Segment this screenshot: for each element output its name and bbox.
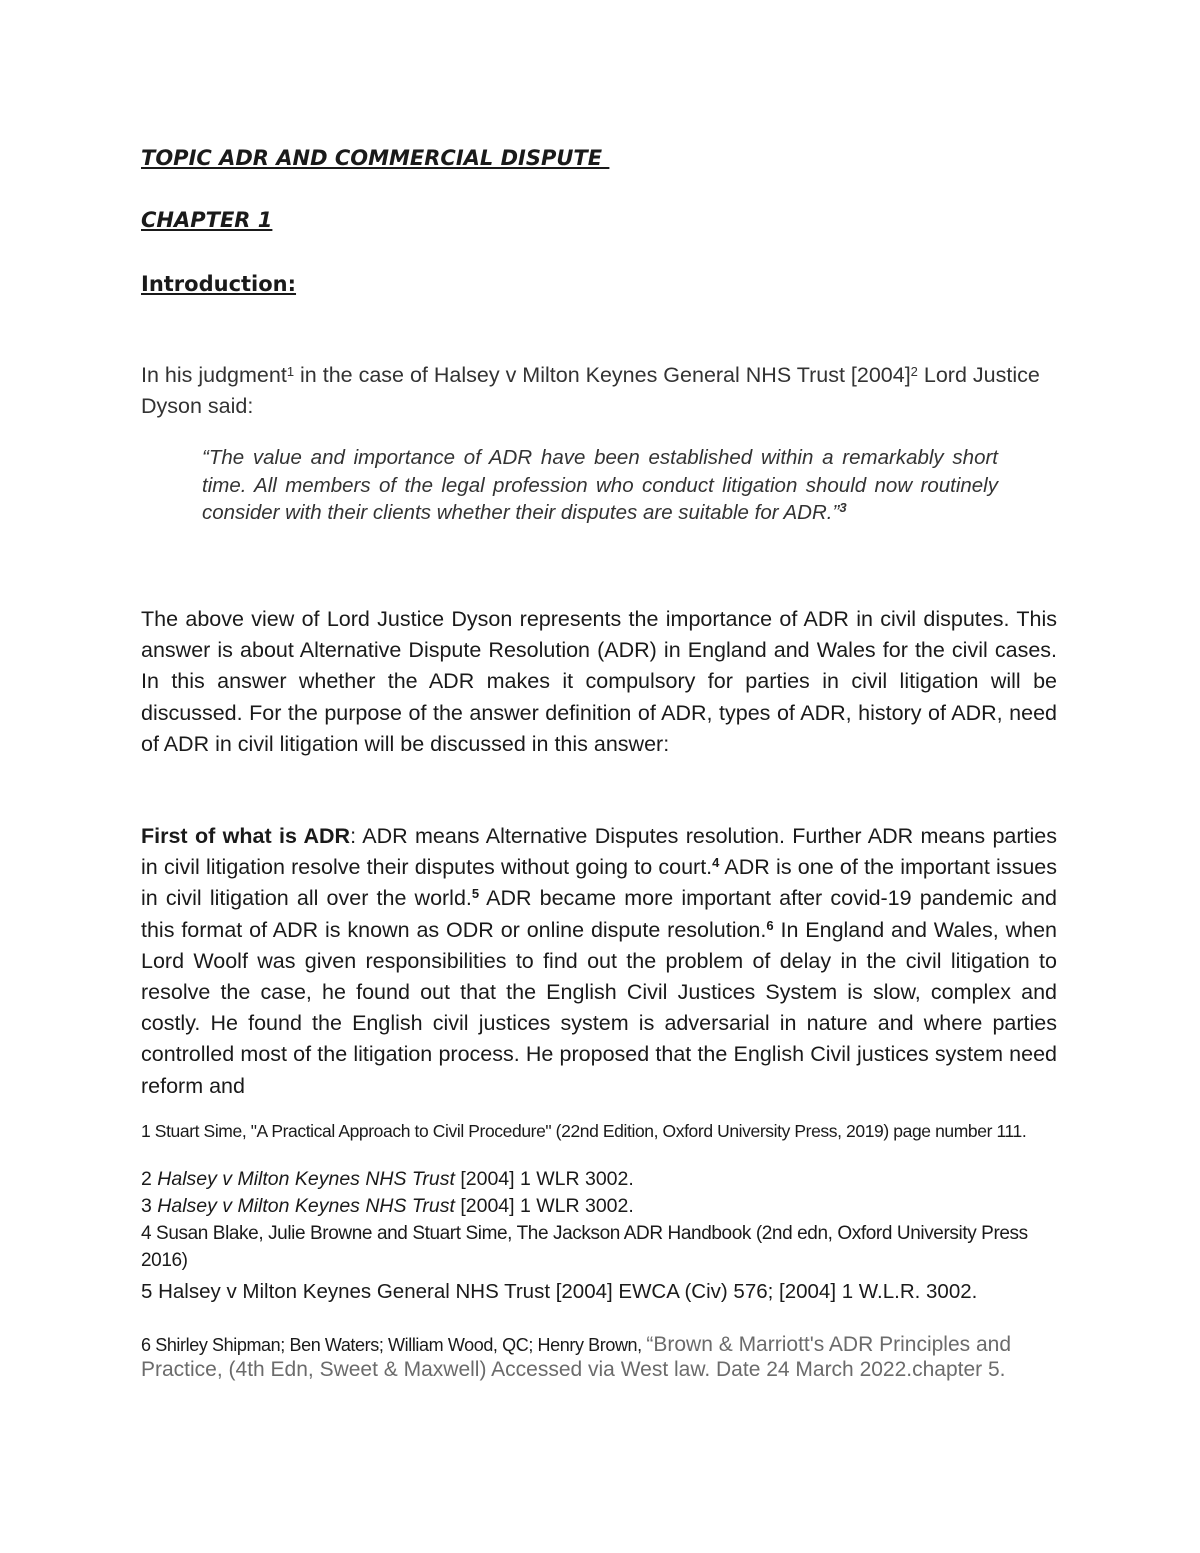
section-heading: Introduction: bbox=[141, 272, 297, 296]
footnote-ref-6[interactable]: 6 bbox=[766, 917, 774, 933]
footnote-6 bbox=[141, 1332, 1057, 1382]
footnote-ref-5[interactable]: 5 bbox=[471, 886, 480, 902]
para2-text-2: ADR is one of the important issues in civil litigation all over the world. bbox=[141, 855, 1057, 911]
dyson-quote bbox=[202, 444, 998, 527]
footnote-6-title: “Brown & Marriott's ADR Principles and Practice, (4th Edn, Sweet & Maxwell) Accessed via West law. Date 24 March 2022.chapter 5. bbox=[141, 1333, 1012, 1381]
para2-lead: First of what is ADR bbox=[141, 824, 351, 848]
intro-paragraph bbox=[141, 360, 1057, 422]
body-paragraph-1: The above view of Lord Justice Dyson represents the importance of ADR in civil disputes. This answer is about Alternative Dispute Resolution (ADR) in England and Wales for the civil cases. In this answer whether the ADR makes it compulsory for parties in civil litigation will be discussed. For the purpose of the answer definition of ADR, types of ADR, history of ADR, need of ADR in civil litigation will be discussed in this answer: bbox=[141, 607, 1057, 756]
para2-text-1: : ADR means Alternative Disputes resolution. Further ADR means parties in civil litigation resolve their disputes without going to court. bbox=[141, 824, 1057, 880]
footnote-1: 1 Stuart Sime, "A Practical Approach to Civil Procedure" (22nd Edition, Oxford University Press, 2019) page number 111. bbox=[141, 1121, 1027, 1141]
footnote-ref-1[interactable]: 1 bbox=[286, 364, 295, 379]
footnote-ref-4[interactable]: 4 bbox=[712, 855, 720, 871]
topic-heading: TOPIC ADR AND COMMERCIAL DISPUTE bbox=[141, 146, 610, 170]
intro-text-2: in the case of Halsey v Milton Keynes General NHS Trust [2004] bbox=[294, 363, 911, 387]
para2-text-4: In England and Wales, when Lord Woolf was given responsibilities to find out the problem of delay in the civil litigation to resolve the case, he found out that the English Civil Justices System is slow, complex and costly. He found the English civil justices system is adversarial in nature and where parties controlled most of the litigation process. He proposed that the English Civil justices system need reform and bbox=[141, 917, 1057, 1098]
para2-text-3: ADR became more important after covid-19 pandemic and this format of ADR is known as ODR or online dispute resolution. bbox=[141, 886, 1057, 942]
quote-text: “The value and importance of ADR have been established within a remarkably short time. All members of the legal profession who conduct litigation should now routinely consider with their clients whether their disputes are suitable for ADR.” bbox=[202, 446, 998, 524]
footnote-3-number: 3 bbox=[141, 1195, 158, 1217]
footnote-5: 5 Halsey v Milton Keynes General NHS Trust [2004] EWCA (Civ) 576; [2004] 1 W.L.R. 3002. bbox=[141, 1280, 978, 1303]
intro-text-3: Lord Justice Dyson said: bbox=[141, 363, 1040, 418]
intro-text-1: In his judgment bbox=[141, 363, 287, 387]
footnote-4: 4 Susan Blake, Julie Browne and Stuart Sime, The Jackson ADR Handbook (2nd edn, Oxford University Press 2016) bbox=[141, 1223, 1028, 1271]
footnote-3 bbox=[141, 1194, 1057, 1219]
footnote-ref-3[interactable]: 3 bbox=[839, 500, 847, 515]
footnote-ref-2[interactable]: 2 bbox=[910, 364, 918, 379]
body-paragraph-2 bbox=[141, 821, 1057, 1102]
footnote-2 bbox=[141, 1167, 1057, 1192]
chapter-heading: CHAPTER 1 bbox=[141, 208, 273, 232]
footnote-6-authors: 6 Shirley Shipman; Ben Waters; William Wood, QC; Henry Brown, bbox=[141, 1335, 647, 1355]
footnote-2-case: Halsey v Milton Keynes NHS Trust bbox=[157, 1168, 455, 1190]
footnote-3-case: Halsey v Milton Keynes NHS Trust bbox=[157, 1195, 455, 1217]
footnote-2-number: 2 bbox=[141, 1168, 158, 1190]
footnote-3-citation: [2004] 1 WLR 3002. bbox=[454, 1195, 634, 1217]
footnote-2-citation: [2004] 1 WLR 3002. bbox=[454, 1168, 634, 1190]
